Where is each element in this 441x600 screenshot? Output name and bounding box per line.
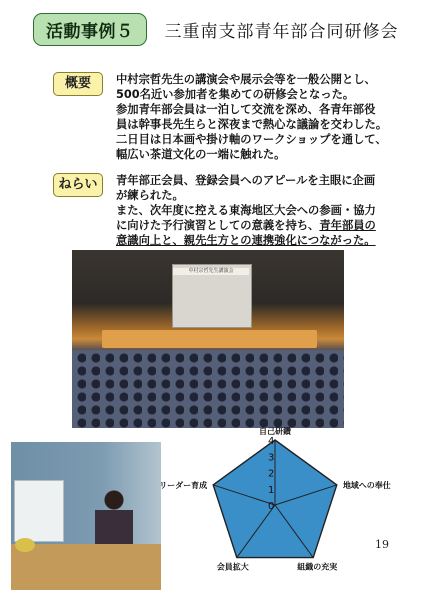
stage-platform (102, 330, 317, 348)
overview-line: 参加青年部会員は一泊して交流を深め、各青年部役 (116, 103, 376, 116)
podium (11, 544, 161, 590)
aim-text (116, 173, 436, 248)
page-number: 19 (375, 538, 389, 551)
radar-category-label: 自己研鑽 (259, 427, 291, 436)
overview-label: 概要 (53, 72, 103, 96)
lecture-hall-photo (72, 250, 344, 428)
overview-line: 中村宗哲先生の講演会や展示会等を一般公開とし、 (116, 73, 376, 86)
radar-category-label: 会員拡大 (216, 562, 249, 572)
overview-line: 員は幹事長先生らと深夜まで熱心な議論を交わした。 (116, 118, 388, 131)
overview-text (116, 72, 436, 162)
overview-line: 幅広い茶道文化の一端に触れた。 (116, 148, 286, 161)
radar-tick-label: 2 (268, 468, 275, 480)
stage-banner: 中村宗哲先生講演会 (173, 268, 249, 275)
speaker-figure (95, 490, 133, 545)
aim-line-plain: に向けた予行演習としての意義を持ち、 (116, 219, 320, 232)
radar-category-label: 地域への奉仕 (342, 480, 391, 490)
radar-tick-label: 3 (268, 452, 275, 464)
radar-category-label: 組織の充実 (297, 562, 338, 572)
whiteboard (14, 480, 64, 542)
case-badge: 活動事例５ (33, 13, 147, 46)
radar-category-label: リーダー育成 (159, 480, 208, 490)
aim-line: 青年部正会員、登録会員へのアピールを主眼に企画 (116, 174, 376, 187)
radar-tick-label: 4 (268, 436, 275, 447)
aim-line: が練られた。 (116, 189, 184, 202)
flower-arrangement (15, 538, 35, 552)
radar-tick-label: 1 (268, 484, 275, 496)
radar-tick-label: 0 (268, 501, 275, 512)
audience (72, 350, 344, 428)
speaker-photo (11, 442, 161, 590)
aim-line (116, 218, 436, 233)
aim-label: ねらい (53, 173, 103, 197)
overview-line: 500名近い参加者を集めての研修会となった。 (116, 88, 355, 101)
page-header (33, 13, 399, 46)
page-title: 三重南支部青年部合同研修会 (164, 22, 399, 42)
aim-line-underlined: 意識向上と、親先生方との連携強化につながった。 (116, 234, 376, 247)
aim-line-underlined: 青年部員の (319, 219, 376, 232)
aim-line: また、次年度に控える東海地区大会への参画・協力 (116, 204, 376, 217)
radar-chart (159, 425, 415, 579)
radar-svg (159, 425, 415, 575)
overview-line: 二日目は日本画や掛け軸のワークショップを通して、 (116, 133, 387, 146)
